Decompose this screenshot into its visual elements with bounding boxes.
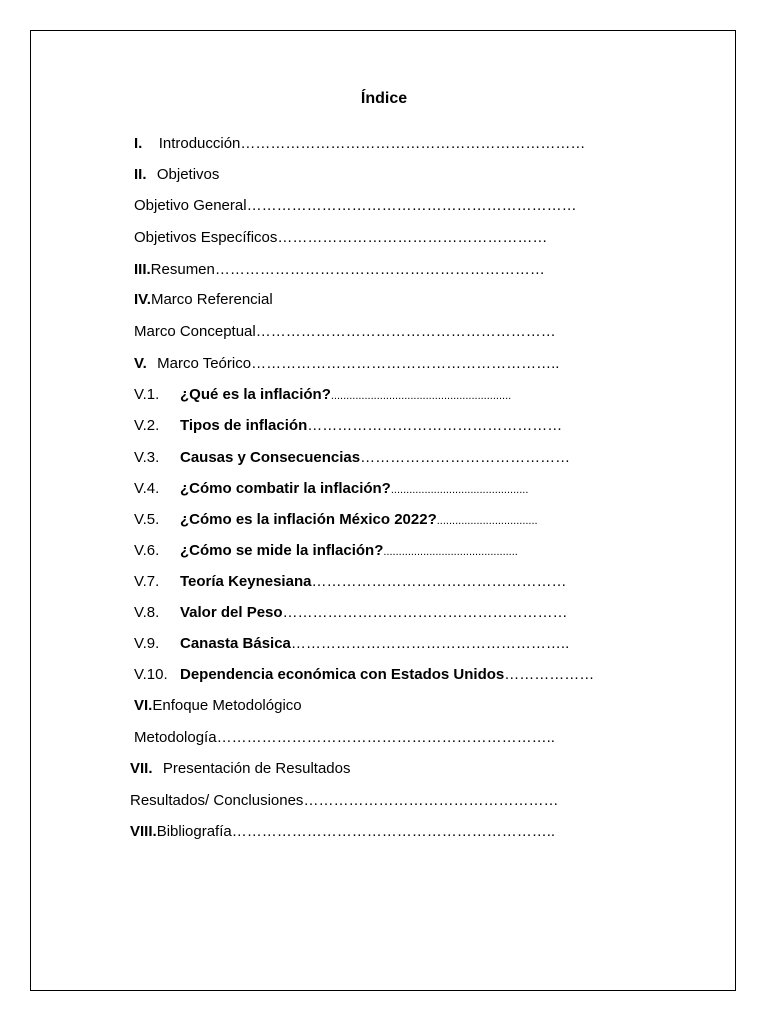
- toc-entry-label: Metodología: [134, 729, 217, 746]
- toc-entry-label: Objetivos Específicos: [134, 229, 278, 246]
- toc-entry-number: IV.: [134, 291, 151, 308]
- toc-entry-label: ¿Cómo es la inflación México 2022?: [180, 511, 437, 528]
- toc-entry-number: V.10.: [134, 666, 168, 683]
- toc-entry-v7[interactable]: [134, 570, 566, 594]
- toc-entry-bibliografia[interactable]: [130, 820, 555, 844]
- toc-entry-v10[interactable]: [134, 663, 594, 687]
- toc-dot-leader: ...........................................................: [330, 390, 512, 402]
- toc-dot-leader: ……………………………………………………..: [251, 355, 560, 372]
- toc-entry-label: ¿Cómo se mide la inflación?: [180, 542, 384, 559]
- toc-entry-number: I.: [134, 135, 143, 152]
- toc-entry-number: V.1.: [134, 386, 160, 403]
- toc-entry-label: Objetivos: [156, 166, 220, 183]
- toc-dot-leader: ……………………………………………: [307, 417, 563, 434]
- toc-entry-v9[interactable]: [134, 632, 569, 656]
- toc-dot-leader: ............................................: [383, 546, 518, 558]
- toc-entry-presentacion-resultados[interactable]: [130, 757, 350, 781]
- toc-dot-leader: ………………: [504, 666, 595, 683]
- toc-entry-v3[interactable]: [134, 446, 570, 470]
- toc-entry-number: V.8.: [134, 604, 160, 621]
- toc-entry-v8[interactable]: [134, 601, 568, 625]
- toc-entry-label: Tipos de inflación: [180, 417, 308, 434]
- toc-entry-label: Resultados/ Conclusiones: [130, 792, 304, 809]
- toc-entry-label: Teoría Keynesiana: [180, 573, 312, 590]
- toc-entry-label: Canasta Básica: [180, 635, 291, 652]
- toc-entry-label: Marco Teórico: [157, 355, 252, 372]
- toc-dot-leader: ……………………………………………………………: [240, 135, 586, 152]
- toc-entry-label: Introducción: [158, 135, 241, 152]
- toc-entry-v1[interactable]: [134, 383, 511, 407]
- toc-entry-number: V.5.: [134, 511, 160, 528]
- toc-entry-label: Marco Conceptual: [134, 323, 256, 340]
- toc-entry-label: ¿Cómo combatir la inflación?: [180, 480, 391, 497]
- toc-entry-label: Dependencia económica con Estados Unidos: [180, 666, 505, 683]
- toc-entry-label: Objetivo General: [134, 197, 247, 214]
- document-title: Índice: [360, 90, 408, 107]
- toc-entry-introduccion[interactable]: [134, 132, 585, 156]
- toc-entry-label: Enfoque Metodológico: [152, 697, 302, 714]
- toc-dot-leader: ……………………………………: [360, 449, 571, 466]
- toc-entry-number: II.: [134, 166, 147, 183]
- toc-dot-leader: …………………………………………………………: [214, 261, 545, 278]
- toc-dot-leader: ……………………………………………: [303, 792, 559, 809]
- toc-dot-leader: ……………………………………………: [311, 573, 567, 590]
- toc-entry-label: Resumen: [150, 261, 215, 278]
- toc-entry-number: VI.: [134, 697, 153, 714]
- toc-dot-leader: …………………………………………………: [282, 604, 568, 621]
- toc-entry-marco-conceptual[interactable]: [134, 320, 556, 344]
- toc-entry-number: V.6.: [134, 542, 160, 559]
- toc-entry-metodologia[interactable]: [134, 726, 555, 750]
- toc-entry-number: VII.: [130, 760, 153, 777]
- toc-entry-resumen[interactable]: [134, 258, 545, 282]
- toc-entry-number: V.3.: [134, 449, 160, 466]
- toc-entry-number: V.9.: [134, 635, 160, 652]
- toc-entry-marco-teorico[interactable]: [134, 352, 559, 376]
- toc-entry-v2[interactable]: [134, 414, 562, 438]
- toc-entry-number: V.4.: [134, 480, 160, 497]
- toc-entry-label: Causas y Consecuencias: [180, 449, 361, 466]
- toc-entry-marco-referencial[interactable]: [134, 288, 273, 312]
- toc-entry-label: Valor del Peso: [180, 604, 283, 621]
- toc-entry-label: ¿Qué es la inflación?: [180, 386, 331, 403]
- toc-entry-number: III.: [134, 261, 151, 278]
- toc-entry-v4[interactable]: [134, 477, 528, 501]
- toc-entry-objetivos-especificos[interactable]: [134, 226, 547, 250]
- toc-dot-leader: ………………………………………………..: [290, 635, 570, 652]
- toc-entry-number: V.2.: [134, 417, 160, 434]
- toc-entry-number: VIII.: [130, 823, 157, 840]
- toc-entry-enfoque-metodologico[interactable]: [134, 694, 302, 718]
- toc-dot-leader: …………………………………………………………..: [216, 729, 555, 746]
- toc-dot-leader: …………………………………………………………: [246, 197, 577, 214]
- toc-dot-leader: ………………………………………………: [277, 229, 548, 246]
- toc-entry-number: V.: [134, 355, 147, 372]
- toc-dot-leader: .................................: [436, 515, 538, 527]
- toc-entry-v6[interactable]: [134, 539, 518, 563]
- toc-entry-resultados-conclusiones[interactable]: [130, 789, 558, 813]
- toc-entry-number: V.7.: [134, 573, 160, 590]
- toc-entry-label: Presentación de Resultados: [162, 760, 351, 777]
- toc-entry-objetivos[interactable]: [134, 163, 219, 187]
- toc-dot-leader: ……………………………………………………: [255, 323, 556, 340]
- toc-entry-label: Marco Referencial: [150, 291, 273, 308]
- toc-dot-leader: ………………………………………………………..: [231, 823, 556, 840]
- toc-entry-objetivo-general[interactable]: [134, 194, 577, 218]
- toc-entry-v5[interactable]: [134, 508, 538, 532]
- toc-entry-label: Bibliografía: [156, 823, 232, 840]
- toc-dot-leader: .............................................: [390, 484, 529, 496]
